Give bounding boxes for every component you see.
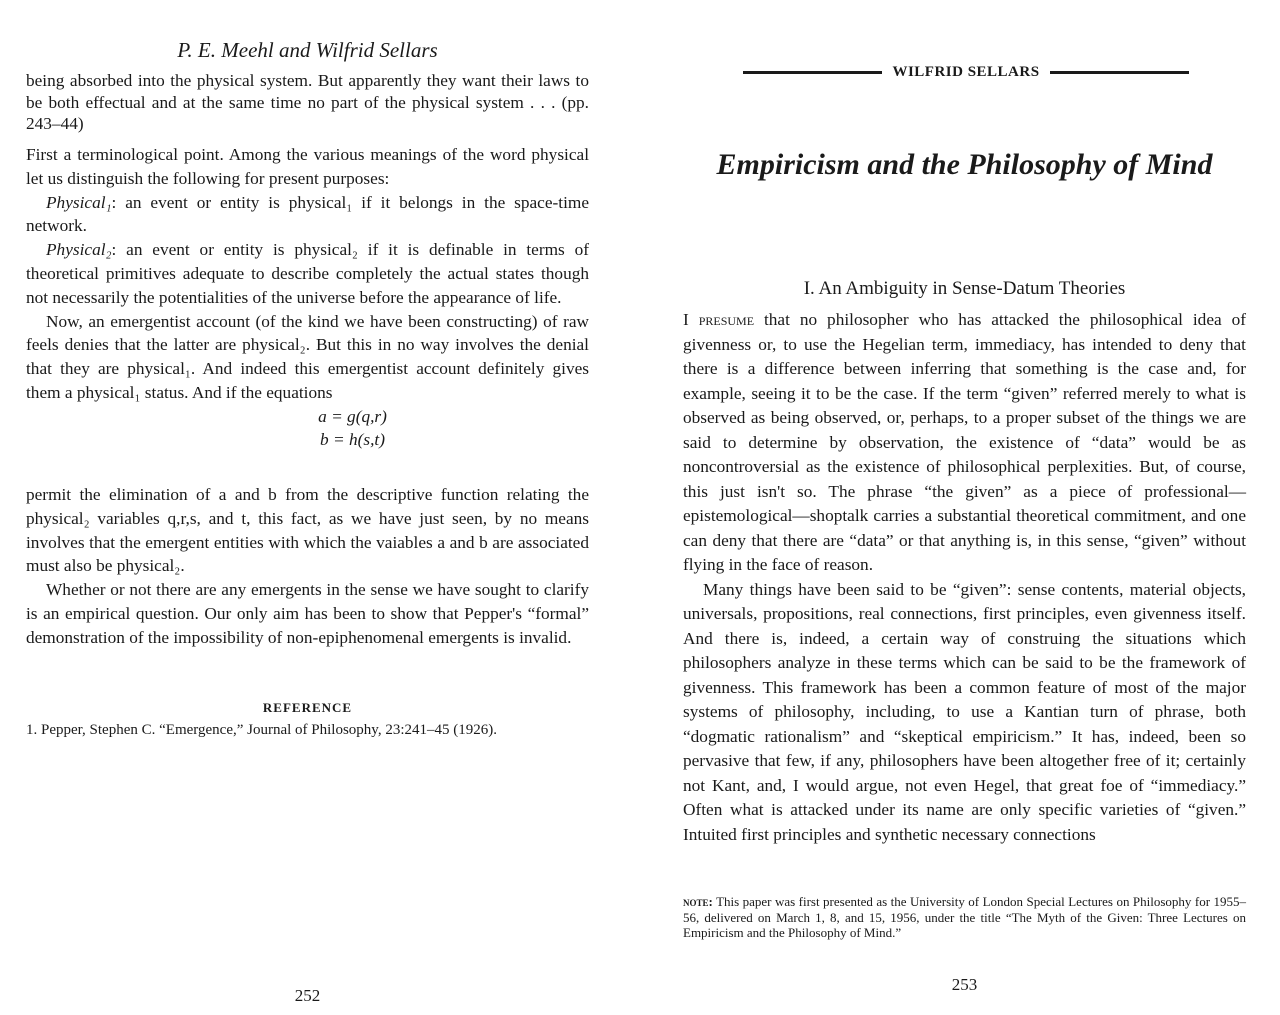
reference-heading: REFERENCE bbox=[262, 700, 353, 715]
paragraph: Whether or not there are any emergents in the sense we have sought to clarify is an empirical question. Our only aim has been to show that Pepper's “formal” demonstration of the impossibility of non-epiphenomenal emergents is invalid. bbox=[26, 580, 589, 647]
lead-word: I presume bbox=[683, 310, 755, 329]
paragraph: permit the elimination of a and b from the descriptive function relating the physical₂ variables q,r,s, and t, this fact, as we have just seen, by no means involves that the emergent entities with which the vaiables a and b are associated must also be physical₂. bbox=[26, 485, 589, 576]
page-number: 253 bbox=[951, 975, 978, 994]
right-main-text bbox=[683, 308, 1246, 847]
page-number: 252 bbox=[294, 986, 321, 1005]
paragraph-text: that no philosopher who has attacked the philosophical idea of givenness or, to use the Hegelian term, immediacy, has intended to deny that there is a difference between inferring that something is the case and, for example, seeing it to be the case. If the term “given” referred merely to what is observed as being observed, or, perhaps, to a proper subset of the things we are said to determine by observation, the existence of “data” would be as noncontroversial as the existence of philosophical perplexities. But, of course, this just isn't so. The phrase “the given” as a piece of professional—epistemological—shoptalk carries a substantial theoretical commitment, and one can deny that there are “data” or that anything is, in this sense, “given” without flying in the face of reason. bbox=[683, 310, 1246, 574]
left-page bbox=[26, 0, 589, 1015]
paragraph: Many things have been said to be “given”: sense contents, material objects, universals, propositions, real connections, first principles, even givenness itself. And there is, indeed, a certain way of construing the situations which philosophers analyze in these terms which can be said to be the framework of givenness. This framework has been a common feature of most of the major systems of philosophy, including, to use a Kantian turn of phrase, both “dogmatic rationalism” and “skeptical empiricism.” It has, indeed, been so pervasive that few, if any, philosophers have been altogether free of it; certainly not Kant, and, I would argue, not even Hegel, that great foe of “immediacy.” Often what is attacked under its name are only specific varieties of “given.” Intuited first principles and synthetic necessary connections bbox=[683, 579, 1246, 844]
definition-term: Physical₁ bbox=[46, 192, 112, 212]
running-head: P. E. Meehl and Wilfrid Sellars bbox=[177, 38, 438, 62]
header-rule bbox=[743, 71, 882, 74]
header-rule bbox=[1050, 71, 1189, 74]
footnote-text: This paper was first presented as the University of London Special Lectures on Philosophy for 1955–56, delivered on March 1, 8, and 15, 1956, under the title “The Myth of the Given: Three Lectures on Empiricism and the Philosophy of Mind.” bbox=[683, 894, 1246, 940]
paragraph: First a terminological point. Among the various meanings of the word physical let us distinguish the following for present purposes: bbox=[26, 145, 589, 188]
right-page bbox=[683, 0, 1246, 1015]
author-header bbox=[743, 60, 1189, 84]
article-title: Empiricism and the Philosophy of Mind bbox=[716, 148, 1213, 181]
section-heading: I. An Ambiguity in Sense-Datum Theories bbox=[803, 278, 1126, 299]
reference-item: 1. Pepper, Stephen C. “Emergence,” Journal of Philosophy, 23:241–45 (1926). bbox=[26, 722, 497, 738]
author-name: WILFRID SELLARS bbox=[892, 63, 1040, 80]
paragraph bbox=[683, 308, 1246, 578]
equation: a = g(q,r) bbox=[318, 406, 387, 426]
definition-text: : an event or entity is physical₂ if it is definable in terms of theoretical primitives adequate to describe completely the actual states though not necessarily the potentialities of the universe before the appearance of life. bbox=[26, 240, 589, 307]
footnote bbox=[683, 894, 1246, 941]
definition-term: Physical₂ bbox=[46, 240, 112, 260]
quote-text: being absorbed into the physical system. But apparently they want their laws to be both effectual and at the same time no part of the physical system . . . (pp. 243–44) bbox=[26, 71, 589, 133]
paragraph: Now, an emergentist account (of the kind we have been constructing) of raw feels denies that the latter are physical₂. But this in no way involves the denial that they are physical₁. And indeed this emergentist account definitely gives them a physical₁ status. And if the equations bbox=[26, 311, 589, 402]
definition-text: : an event or entity is physical₁ if it belongs in the space-time network. bbox=[26, 192, 589, 236]
block-quote bbox=[26, 70, 589, 135]
footnote-label: note: bbox=[683, 894, 713, 909]
left-main-text-continued bbox=[26, 483, 589, 650]
definition-2 bbox=[26, 238, 589, 309]
definition-1 bbox=[26, 191, 589, 239]
equation: b = h(s,t) bbox=[320, 429, 385, 449]
left-main-text bbox=[26, 143, 589, 451]
equations bbox=[26, 405, 589, 451]
